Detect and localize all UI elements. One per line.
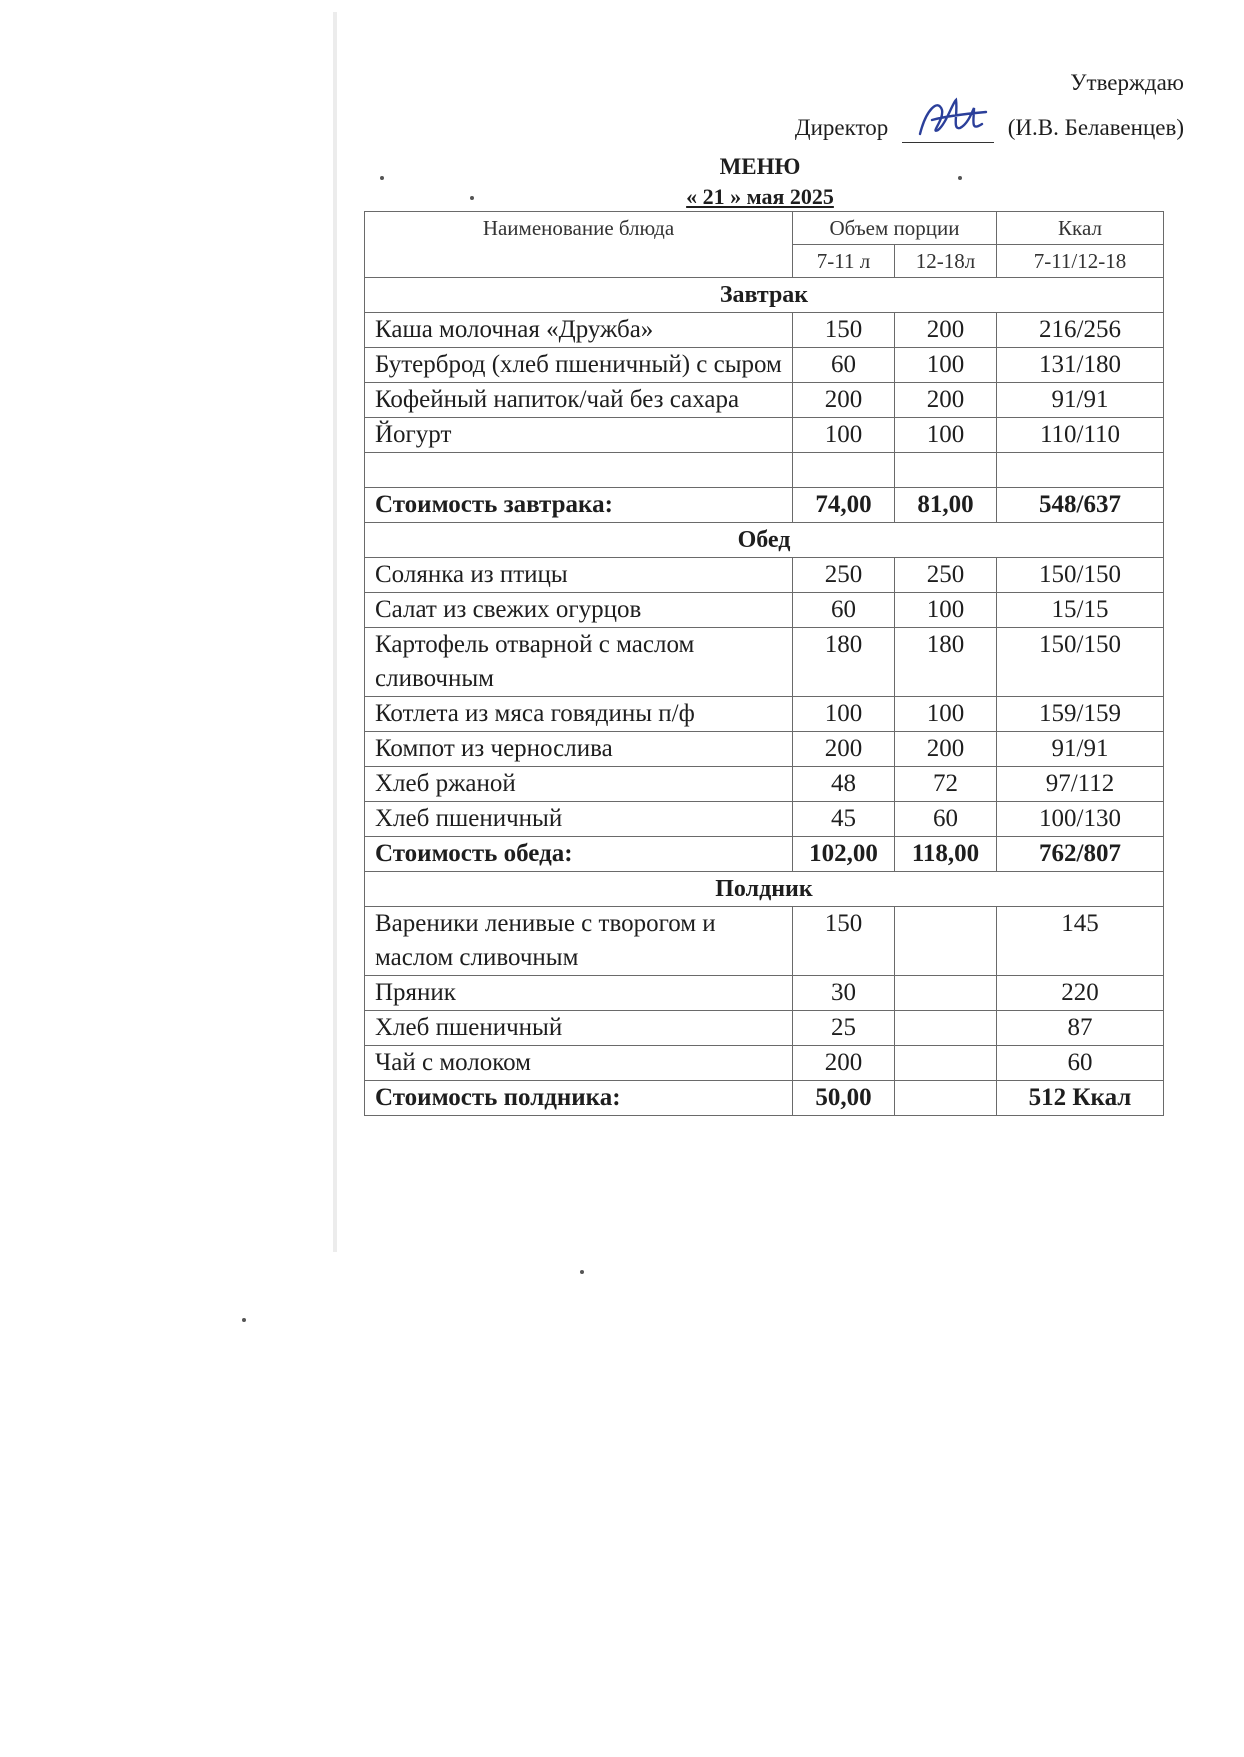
table-row — [365, 558, 1164, 593]
total-portion-7-11: 74,00 — [793, 488, 895, 523]
portion-7-11: 180 — [793, 628, 895, 697]
portion-12-18: 100 — [895, 348, 997, 383]
portion-7-11: 150 — [793, 313, 895, 348]
portion-12-18 — [895, 907, 997, 976]
scan-edge — [333, 12, 337, 1252]
portion-7-11: 100 — [793, 418, 895, 453]
portion-7-11 — [793, 453, 895, 488]
table-row — [365, 976, 1164, 1011]
total-portion-7-11: 50,00 — [793, 1081, 895, 1116]
kcal: 216/256 — [997, 313, 1164, 348]
portion-7-11: 45 — [793, 802, 895, 837]
menu-table — [364, 211, 1164, 1116]
menu-table-body — [365, 212, 1164, 1116]
table-row — [365, 313, 1164, 348]
scan-speck — [380, 176, 384, 180]
header-row-1 — [365, 212, 1164, 245]
dish-name: Картофель отварной с маслом сливочным — [365, 628, 793, 697]
table-row — [365, 802, 1164, 837]
approve-label: Утверждаю — [1070, 70, 1184, 95]
portion-7-11: 60 — [793, 348, 895, 383]
portion-7-11: 200 — [793, 383, 895, 418]
total-label: Стоимость завтрака: — [365, 488, 793, 523]
kcal: 150/150 — [997, 628, 1164, 697]
table-row — [365, 593, 1164, 628]
approval-block — [795, 68, 1184, 143]
table-row — [365, 767, 1164, 802]
kcal: 87 — [997, 1011, 1164, 1046]
table-row — [365, 697, 1164, 732]
kcal — [997, 453, 1164, 488]
signature — [902, 98, 994, 143]
portion-7-11: 48 — [793, 767, 895, 802]
kcal: 110/110 — [997, 418, 1164, 453]
portion-12-18: 72 — [895, 767, 997, 802]
portion-12-18: 60 — [895, 802, 997, 837]
kcal: 100/130 — [997, 802, 1164, 837]
dish-name: Вареники ленивые с творогом и маслом сливочным — [365, 907, 793, 976]
total-label: Стоимость полдника: — [365, 1081, 793, 1116]
kcal: 220 — [997, 976, 1164, 1011]
portion-12-18: 100 — [895, 593, 997, 628]
header-age-12-18: 12-18л — [895, 245, 997, 278]
kcal: 159/159 — [997, 697, 1164, 732]
total-kcal: 762/807 — [997, 837, 1164, 872]
table-row — [365, 348, 1164, 383]
total-label: Стоимость обеда: — [365, 837, 793, 872]
portion-7-11: 100 — [793, 697, 895, 732]
total-kcal: 512 Ккал — [997, 1081, 1164, 1116]
dish-name: Пряник — [365, 976, 793, 1011]
total-portion-12-18: 118,00 — [895, 837, 997, 872]
dish-name: Компот из чернослива — [365, 732, 793, 767]
director-name: (И.В. Белавенцев) — [1007, 115, 1184, 140]
portion-12-18 — [895, 1011, 997, 1046]
scan-speck — [242, 1318, 246, 1322]
total-portion-12-18: 81,00 — [895, 488, 997, 523]
section-row — [365, 523, 1164, 558]
dish-name: Хлеб ржаной — [365, 767, 793, 802]
signature-icon — [912, 90, 992, 146]
table-row — [365, 418, 1164, 453]
portion-12-18 — [895, 453, 997, 488]
dish-name: Хлеб пшеничный — [365, 1011, 793, 1046]
section-title: Полдник — [365, 872, 1164, 907]
total-row — [365, 837, 1164, 872]
scan-speck — [958, 176, 962, 180]
header-dish: Наименование блюда — [365, 212, 793, 278]
menu-date: « 21 » мая 2025 — [686, 184, 834, 209]
table-row — [365, 383, 1164, 418]
table-row — [365, 907, 1164, 976]
portion-7-11: 30 — [793, 976, 895, 1011]
portion-12-18: 250 — [895, 558, 997, 593]
scan-speck — [580, 1270, 584, 1274]
scan-speck — [470, 196, 474, 200]
portion-7-11: 150 — [793, 907, 895, 976]
dish-name: Солянка из птицы — [365, 558, 793, 593]
total-row — [365, 1081, 1164, 1116]
kcal: 91/91 — [997, 383, 1164, 418]
total-portion-7-11: 102,00 — [793, 837, 895, 872]
portion-12-18: 100 — [895, 697, 997, 732]
portion-12-18: 200 — [895, 732, 997, 767]
dish-name: Котлета из мяса говядины п/ф — [365, 697, 793, 732]
header-portion: Объем порции — [793, 212, 997, 245]
section-title: Завтрак — [365, 278, 1164, 313]
header-kcal: Ккал — [997, 212, 1164, 245]
total-row — [365, 488, 1164, 523]
dish-name: Йогурт — [365, 418, 793, 453]
section-row — [365, 872, 1164, 907]
dish-name: Чай с молоком — [365, 1046, 793, 1081]
dish-name: Салат из свежих огурцов — [365, 593, 793, 628]
portion-12-18: 200 — [895, 383, 997, 418]
table-row — [365, 1046, 1164, 1081]
portion-7-11: 250 — [793, 558, 895, 593]
portion-7-11: 200 — [793, 732, 895, 767]
page-title: МЕНЮ — [719, 154, 801, 179]
director-role: Директор — [794, 115, 889, 140]
dish-name: Кофейный напиток/чай без сахара — [365, 383, 793, 418]
director-line — [795, 98, 1184, 143]
kcal: 60 — [997, 1046, 1164, 1081]
dish-name — [365, 453, 793, 488]
table-row — [365, 453, 1164, 488]
kcal: 91/91 — [997, 732, 1164, 767]
total-kcal: 548/637 — [997, 488, 1164, 523]
table-row — [365, 1011, 1164, 1046]
kcal: 150/150 — [997, 558, 1164, 593]
portion-12-18 — [895, 976, 997, 1011]
portion-7-11: 200 — [793, 1046, 895, 1081]
table-row — [365, 628, 1164, 697]
header-kcal-sub: 7-11/12-18 — [997, 245, 1164, 278]
kcal: 15/15 — [997, 593, 1164, 628]
portion-7-11: 25 — [793, 1011, 895, 1046]
kcal: 131/180 — [997, 348, 1164, 383]
portion-12-18: 100 — [895, 418, 997, 453]
header-age-7-11: 7-11 л — [793, 245, 895, 278]
portion-12-18: 180 — [895, 628, 997, 697]
portion-12-18: 200 — [895, 313, 997, 348]
portion-12-18 — [895, 1046, 997, 1081]
kcal: 97/112 — [997, 767, 1164, 802]
table-row — [365, 732, 1164, 767]
section-row — [365, 278, 1164, 313]
dish-name: Хлеб пшеничный — [365, 802, 793, 837]
dish-name: Каша молочная «Дружба» — [365, 313, 793, 348]
kcal: 145 — [997, 907, 1164, 976]
total-portion-12-18 — [895, 1081, 997, 1116]
section-title: Обед — [365, 523, 1164, 558]
portion-7-11: 60 — [793, 593, 895, 628]
dish-name: Бутерброд (хлеб пшеничный) с сыром — [365, 348, 793, 383]
